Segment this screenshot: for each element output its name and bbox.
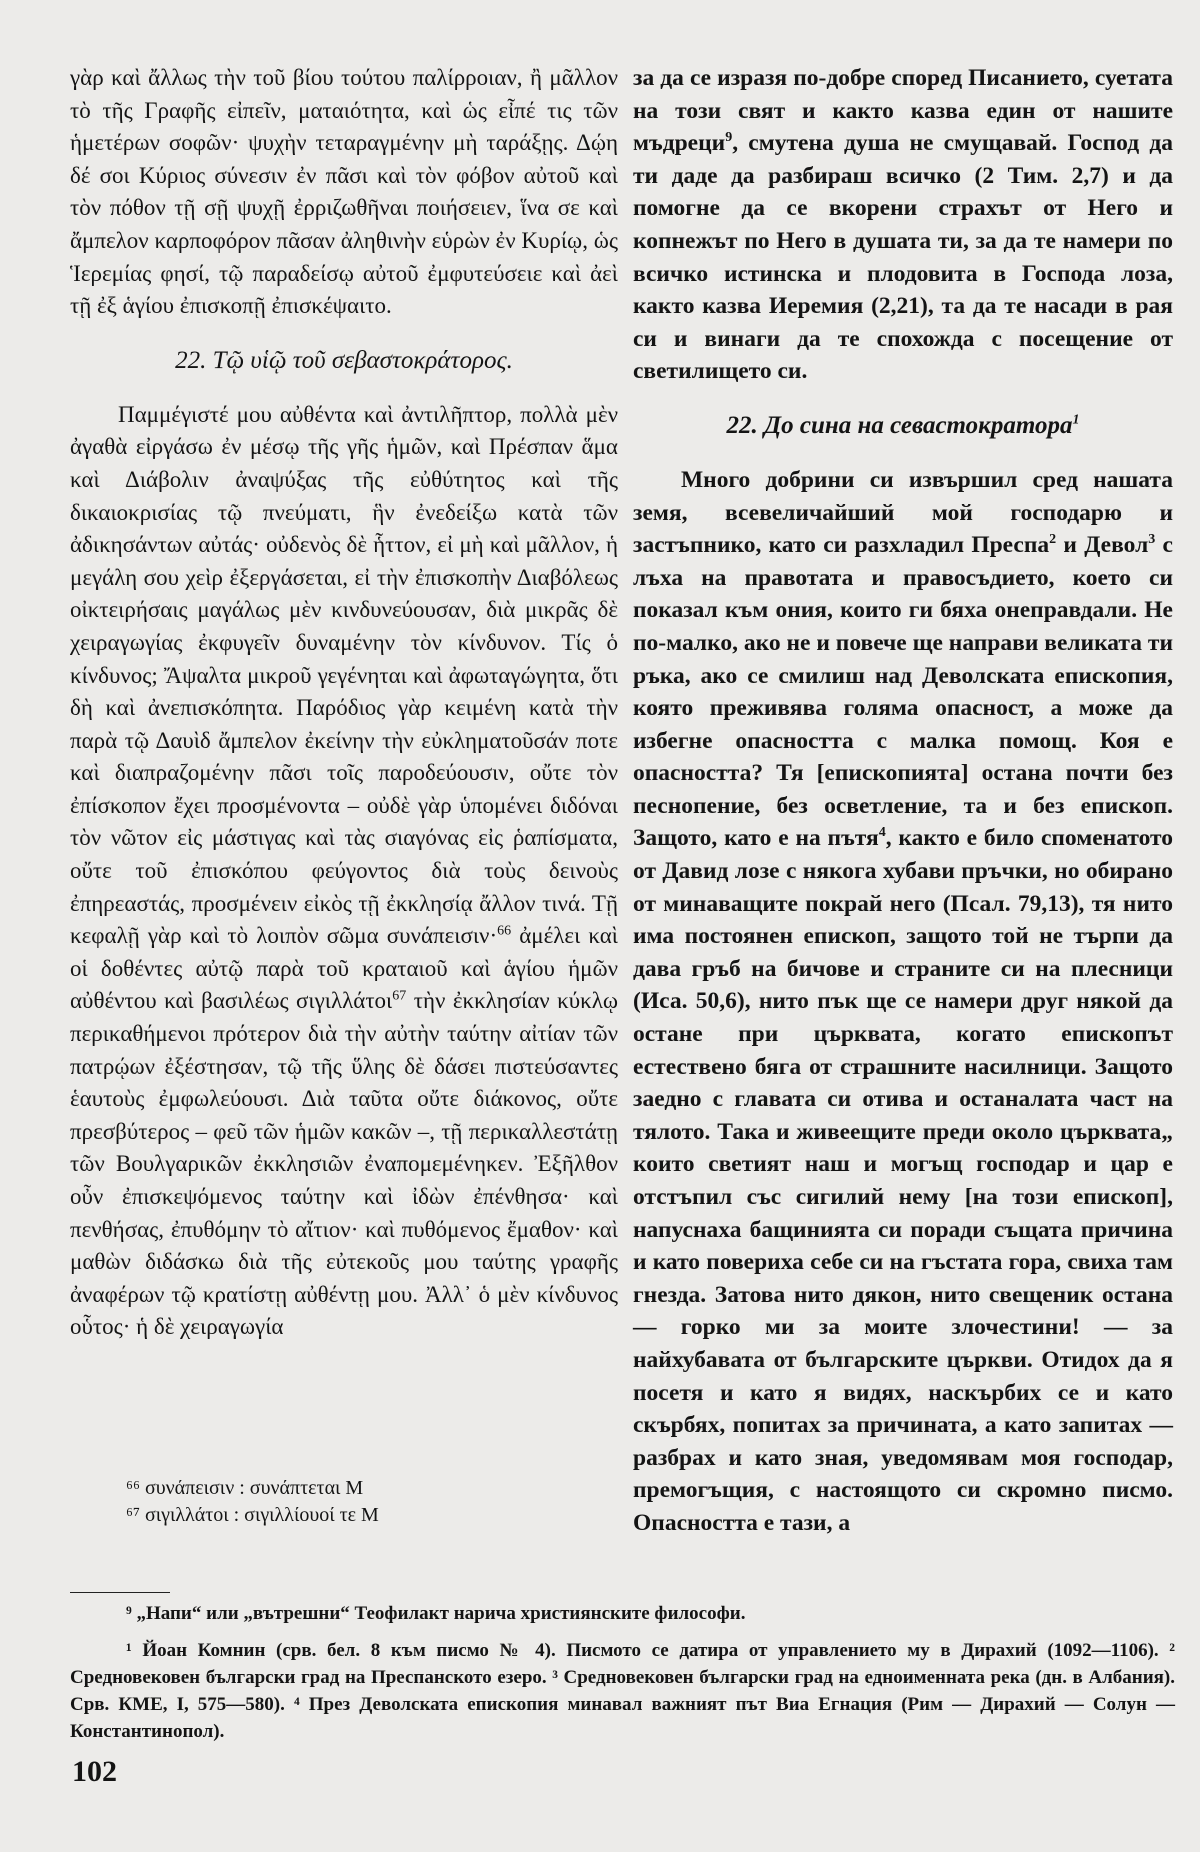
greek-body-part-b: ἀμέλει καὶ οἱ δοθέντες αὐτῷ παρὰ τοῦ κραταιοῦ καὶ ἁγίου ἡμῶν αὐθέντου καὶ βασιλέως σιγιλλάτοι	[70, 923, 618, 1014]
bulgarian-translation-column	[633, 62, 1173, 1540]
footnote-ref-9: 9	[725, 130, 733, 146]
bulgarian-heading-text: 22. До сина на севастократора	[726, 411, 1073, 439]
footnote-separator	[70, 1592, 170, 1593]
footnotes-1-4: ¹ Йоан Комнин (срв. бел. 8 към писмо № 4). Писмото се датира от управлението му в Дирахий (1092—1106). ² Средновековен български град на Преспанското езеро. ³ Средновековен български град на едноименната река (дн. в Албания). Срв. КМЕ, I, 575—580). ⁴ През Деволската епископия минавал важният път Виа Егнация (Рим — Дирахий — Солун — Константинопол).	[70, 1640, 1175, 1742]
page-number: 102	[72, 1755, 117, 1788]
greek-letter-body	[70, 399, 618, 1344]
bulgarian-body-part-a: Много добрини си извършил сред нашата земя, всевеличайший мой господарю и застъпнико, като си разхладил Преспа	[633, 466, 1173, 559]
bulgarian-intro-paragraph	[633, 62, 1173, 388]
apparatus-entry: ⁶⁷ σιγιλλάτοι : σιγιλλίουοί τε M	[126, 1504, 379, 1526]
bulgarian-body-part-b: и Девол	[1056, 532, 1149, 559]
greek-intro-paragraph: γὰρ καὶ ἄλλως τὴν τοῦ βίου τούτου παλίρροιαν, ἢ μᾶλλον τὸ τῆς Γραφῆς εἰπεῖν, ματαιότητα, καὶ ὡς εἶπέ τις τῶν ἡμετέρων σοφῶν· ψυχὴν τεταραγμένην μὴ ταράξῃς. Δῴη δέ σοι Κύριος σύνεσιν ἐν πᾶσι καὶ τὸν φόβον αὐτοῦ καὶ τὸν πόθον τῇ σῇ ψυχῇ ἐρριζωθῆναι ποιήσειεν, ἵνα σε καὶ ἄμπελον καρποφόρον πᾶσαν ἀληθινὴν εὑρὼν ἐν Κυρίῳ, ὡς Ἱερεμίας φησί, τῷ παραδείσῳ αὐτοῦ ἐμφυτεύσειε καὶ ἀεὶ τῇ ἐξ ἁγίου ἐπισκοπῇ ἐπισκέψαιτο.	[70, 65, 618, 319]
bulgarian-letter-heading	[633, 410, 1173, 442]
greek-text-column	[70, 62, 618, 1344]
bulgarian-letter-body	[633, 464, 1173, 1540]
bulgarian-intro-part-a: за да се изразя по-добре според Писанието, суетата на този свят и както казва един от нашите мъдреци	[633, 65, 1173, 157]
bulgarian-intro-part-b: , смутена душа не смущавай. Господ да ти даде да разбираш всичко (2 Тим. 2,7) и да помогне да се вкорени страхът от Него и копнежът по Него в душата ти, за да те намери по всичко истинска и плодовита в Господа лоза, както казва Иеремия (2,21), та да те насади в рая си и винаги да те спохожда с посещение от светилището си.	[633, 130, 1173, 385]
footnote-ref-2: 2	[1049, 532, 1057, 548]
footnote-9: ⁹ „Напи“ или „вътрешни“ Теофилакт нарича християнските философи.	[126, 1603, 746, 1624]
apparatus-entry: ⁶⁶ συνάπεισιν : συνάπτεται M	[126, 1477, 364, 1499]
greek-body-part-a: Παμμέγιστέ μου αὐθέντα καὶ ἀντιλῆπτορ, πολλὰ μὲν ἀγαθὰ εἰργάσω ἐν μέσῳ τῆς γῆς ἡμῶν, καὶ Πρέσπαν ἅμα καὶ Διάβολιν ἀναψύξας τῆς εὐθύτητος καὶ τῆς δικαιοκρισίας τῷ πνεύματι, ἣν ἐνεδείξω κατὰ τῶν ἀδικησάντων αὐτάς· οὐδενὸς δὲ ἧττον, εἰ μὴ καὶ μᾶλλον, ἡ μεγάλη σου χεὶρ ἐξεργάσεται, εἰ τὴν ἐπισκοπὴν Διαβόλεως οἰκτειρήσαις μαγάλως μὲν κινδυνεύουσαν, διὰ μικρᾶς δὲ χειραγωγίας ἐκφυγεῖν δυναμένην τὸν κίνδυνον. Τίς ὁ κίνδυνος; Ἄψαλτα μικροῦ γεγένηται καὶ ἀφωταγώγητα, ὅτι δὴ καὶ ἀνεπισκόπητα. Παρόδιος γὰρ κειμένη κατὰ τὴν παρὰ τῷ Δαυὶδ ἄμπελον ἐκείνην τὴν εὐκληματοῦσάν ποτε καὶ διαπραζομένην πᾶσι τοῖς παροδεύουσιν, οὔτε τὸν ἐπίσκοπον ἔχει προσμένοντα – οὐδὲ γὰρ ὑπομένει διδόναι τὸν νῶτον εἰς μάστιγας καὶ τὰς σιαγόνας εἰς ῥαπίσματα, οὔτε τοῦ ἐπισκόπου φεύγοντος διὰ τοὺς δεινοὺς ἐπηρεαστάς, προσμένειν εἰκὸς τῇ ἐκκλησίᾳ ἄλλον τινά. Τῇ κεφαλῇ γὰρ καὶ τὸ λοιπὸν σῶμα συνάπεισιν·	[70, 401, 618, 949]
bulgarian-body-part-c: с лъха на правотата и правосъдието, което си показал към ония, които ги бяха онеправдали. Не по-малко, ако не и повече ще направи великата ти ръка, ако се смилиш над Деволската епископия, която преживява голяма опасност, а може да избегне опасността с малка помощ. Коя е опасността? Тя [епископията] остана почти без песнопение, без осветление, та и без епископ. Защото, като е на пътя	[633, 532, 1173, 852]
footnote-ref-66: 66	[497, 923, 512, 939]
footnotes	[70, 1600, 1175, 1745]
footnote-ref-4: 4	[878, 825, 886, 841]
bulgarian-body-part-d: , както е било споменатото от Давид лозе с някога хубави пръчки, но обирано от минаващите покрай него (Псал. 79,13), тя нито има постоянен епископ, защото той не търпи да дава гръб на бичове и страните си на плесници (Иса. 50,6), нито пък ще се намери друг някой да остане при църквата, когато епископът естествено бяга от страшните насилници. Защото заедно с главата си отива и останалата част на тялото. Така и живеещите преди около църквата„ които светият наш и могъщ господар и цар е отстъпил със сигилий нему [на този епископ], напуснаха бащинията си поради същата причина и като повериха себе си на гъстата гора, свиха там гнезда. Затова нито дякон, нито свещеник остана — горко ми за моите злочестини! — за найхубавата от българските църкви. Отидох да я посетя и като я видях, наскърбих се и като скърбях, попитах за причината, а като запитах — разбрах и като зная, уведомявам моя господар, премогъщия, с настоящото си скромно писмо. Опасността е тази, а	[633, 825, 1173, 1536]
footnote-ref-3: 3	[1148, 532, 1156, 548]
footnote-ref-67: 67	[392, 988, 407, 1004]
greek-body-part-c: τὴν ἐκκλησίαν κύκλῳ περικαθήμενοι πρότερον διὰ τὴν αὐτὴν ταύτην αἰτίαν τῶν πατρῴων ἐξέστησαν, τῷ τῆς ὕλης δὲ δάσει πιστεύσαντες ἑαυτοὺς ἐμφωλεύουσι. Διὰ ταῦτα οὔτε διάκονος, οὔτε πρεσβύτερος – φεῦ τῶν ἡμῶν κακῶν –, τῇ περικαλλεστάτῃ τῶν Βουλγαρικῶν ἐκκλησιῶν ἐναπομεμένηκεν. Ἐξῆλθον οὖν ἐπισκεψόμενος ταύτην καὶ ἰδὼν ἐπένθησα· καὶ πενθήσας, ἐπυθόμην τὸ αἴτιον· καὶ πυθόμενος ἔμαθον· καὶ μαθὼν διδάσκω διὰ τῆς εὐτεκοῦς μου ταύτης γραφῆς ἀναφέρων τῷ κρατίστῃ αὐθέντῃ μου. Ἀλλ᾽ ὁ μὲν κίνδυνος οὗτος· ἡ δὲ χειραγωγία	[70, 988, 618, 1340]
critical-apparatus	[126, 1475, 379, 1529]
footnote-ref-1: 1	[1072, 412, 1080, 428]
greek-letter-heading: 22. Τῷ υἱῷ τοῦ σεβαστοκράτορος.	[175, 346, 513, 374]
